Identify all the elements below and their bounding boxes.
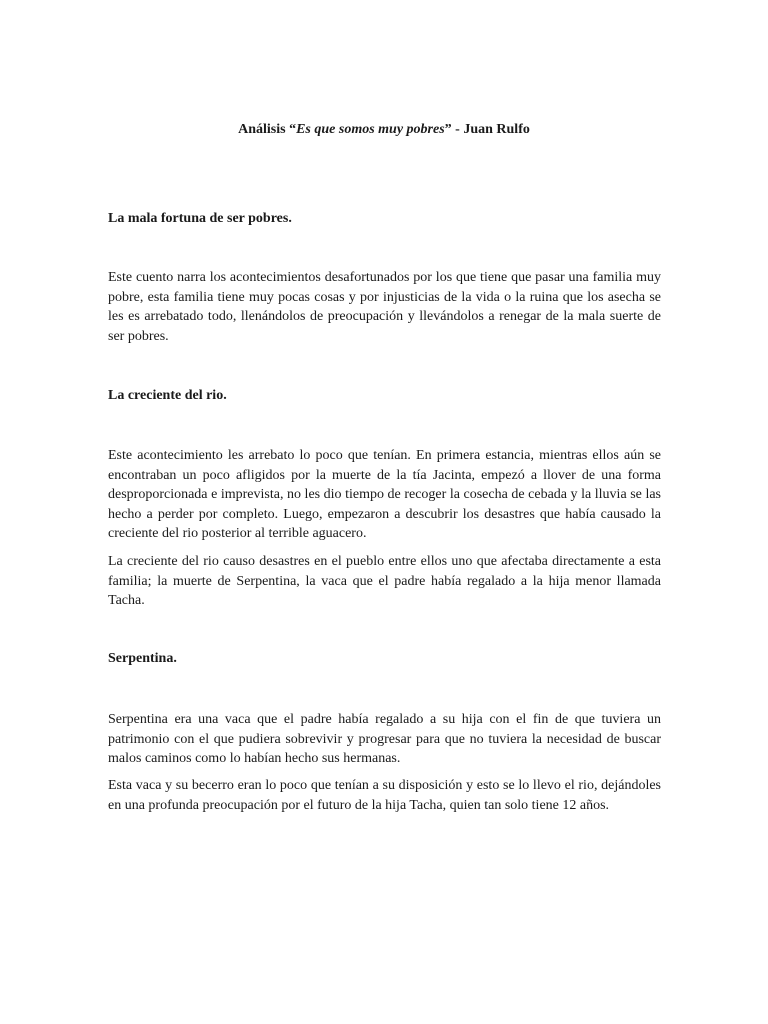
section-heading-creciente-rio: La creciente del rio. xyxy=(108,388,227,403)
section-heading-serpentina: Serpentina. xyxy=(108,651,177,666)
title-suffix: ” - Juan Rulfo xyxy=(444,122,530,137)
section-paragraph: Este cuento narra los acontecimientos desafortunados por los que tiene que pasar una familia muy pobre, esta familia tiene muy pocas cosas y por injusticias de la vida o la ruina que los asecha se les es arrebatado todo, llenándolos de preocupación y llevándolos a renegar de la mala suerte de ser pobres. xyxy=(108,270,661,344)
section-heading-mala-fortuna: La mala fortuna de ser pobres. xyxy=(108,211,292,226)
document-title xyxy=(0,121,768,139)
title-prefix: Análisis “ xyxy=(238,122,297,137)
section-paragraph: Serpentina era una vaca que el padre había regalado a su hija con el fin de que tuviera un patrimonio con el que pudiera sobrevivir y progresar para que no tuviera la necesidad de buscar malos caminos como lo habían hecho sus hermanas. xyxy=(108,712,661,767)
section-paragraph: Esta vaca y su becerro eran lo poco que tenían a su disposición y esto se lo llevo el rio, dejándoles en una profunda preocupación por el futuro de la hija Tacha, quien tan solo tiene 12 años. xyxy=(108,778,661,813)
section-paragraph: La creciente del rio causo desastres en el pueblo entre ellos uno que afectaba directamente a esta familia; la muerte de Serpentina, la vaca que el padre había regalado a la hija menor llamada Tacha. xyxy=(108,554,661,609)
section-paragraph: Este acontecimiento les arrebato lo poco que tenían. En primera estancia, mientras ellos aún se encontraban un poco afligidos por la muerte de la tía Jacinta, empezó a llover de una forma desproporcionada e imprevista, no les dio tiempo de recoger la cosecha de cebada y la lluvia se las hecho a perder por completo. Luego, empezaron a descubrir los desastres que había causado la creciente del rio posterior al terrible aguacero. xyxy=(108,448,661,542)
title-italic-work-name: Es que somos muy pobres xyxy=(296,122,445,137)
